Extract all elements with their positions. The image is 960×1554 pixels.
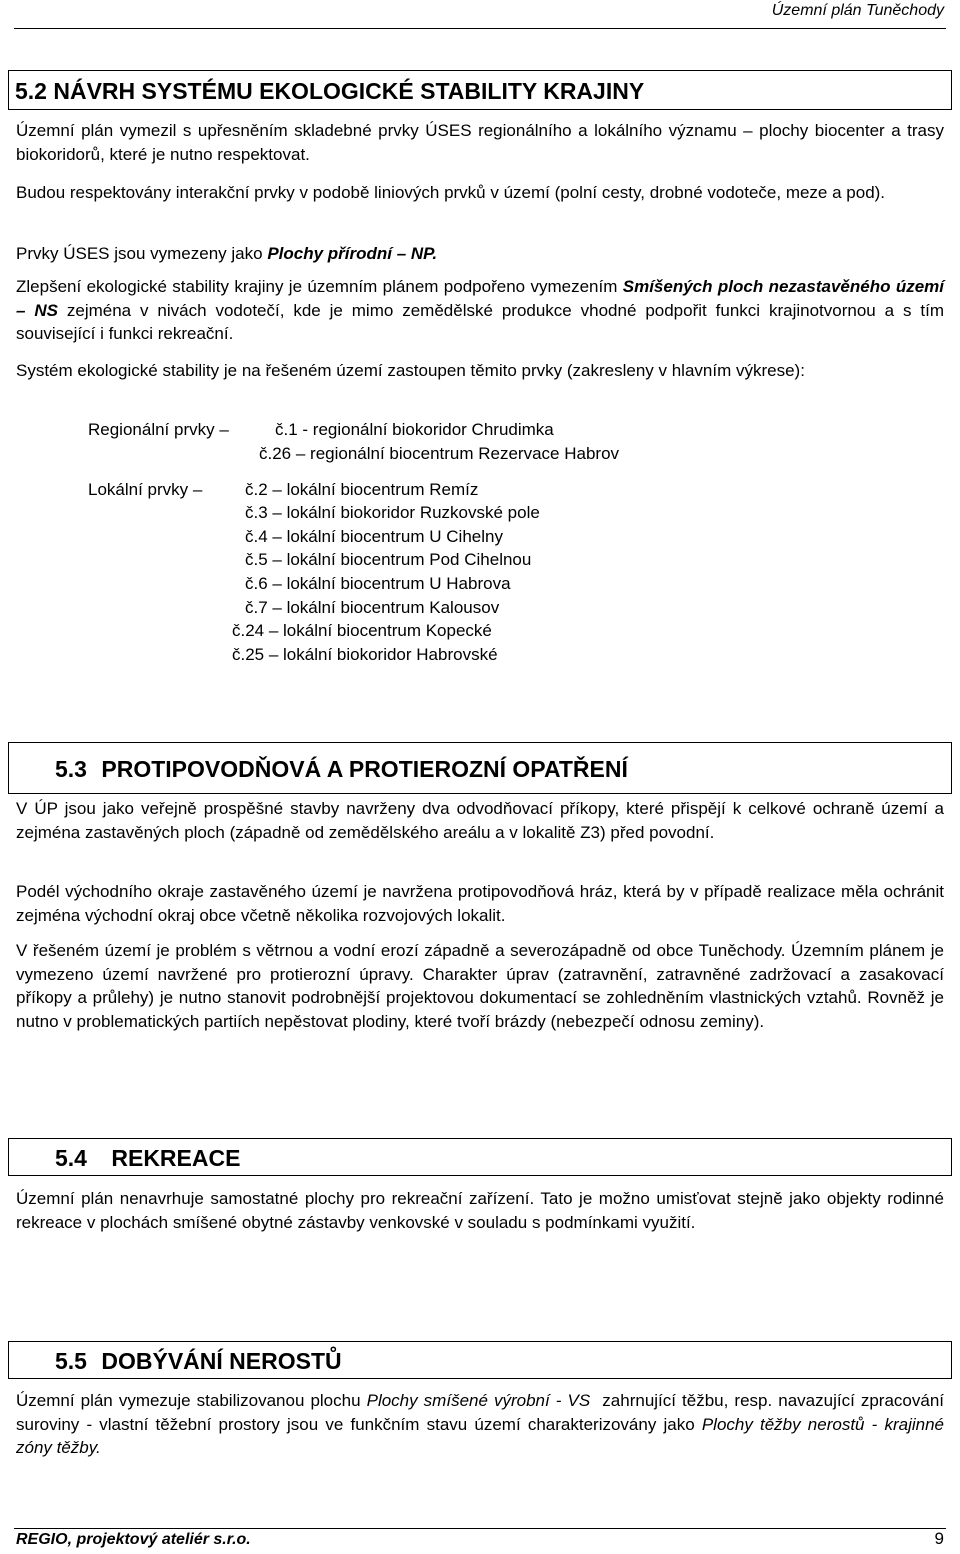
emphasis-vs: Plochy smíšené výrobní - VS [366, 1391, 591, 1410]
local-label: Lokální prvky – [88, 480, 203, 499]
regional-item: č.1 - regionální biokoridor Chrudimka [275, 420, 554, 439]
text-run: Územní plán vymezuje stabilizovanou plochu [16, 1391, 367, 1410]
local-item: č.2 – lokální biocentrum Remíz [245, 480, 479, 499]
regional-item: č.26 – regionální biocentrum Rezervace Habrov [259, 444, 620, 463]
text-run: Prvky ÚSES jsou vymezeny jako [16, 244, 268, 263]
local-item: č.25 – lokální biokoridor Habrovské [232, 645, 498, 664]
section-heading-5-3 [8, 742, 952, 794]
local-item: č.24 – lokální biocentrum Kopecké [232, 621, 492, 640]
local-item: č.3 – lokální biokoridor Ruzkovské pole [245, 503, 540, 522]
section-title: DOBÝVÁNÍ NEROSTŮ [101, 1348, 342, 1374]
section-heading-5-5 [8, 1341, 952, 1379]
text-run: zahrnující těžbu, resp. navazující zpracování suroviny - vlastní těžební prostory jsou ve funkčním stavu území charakterizovány jako [16, 1391, 949, 1434]
paragraph-ecological-stability [16, 275, 944, 346]
paragraph-interaction-elements: Budou respektovány interakční prvky v podobě liniových prvků v území (polní cesty, drobné vodoteče, meze a pod). [16, 183, 886, 202]
text-run: zejména v nivách vodotečí, kde je mimo zemědělské produkce vhodné podpořit funkci krajinotvornou a s tím související i funkci rekreační. [16, 300, 944, 343]
paragraph-uses-elements: Územní plán vymezil s upřesněním skladebné prvky ÚSES regionálního a lokálního významu – plochy biocenter a trasy biokoridorů, které je nutno respektovat. [16, 121, 944, 164]
local-item: č.4 – lokální biocentrum U Cihelny [245, 527, 503, 546]
paragraph-recreation: Územní plán nenavrhuje samostatné plochy pro rekreační zařízení. Tato je možno umisťovat stejně jako objekty rodinné rekreace v plochách smíšené obytné zástavby venkovské v souladu s podmínkami využití. [16, 1189, 944, 1232]
local-item: č.7 – lokální biocentrum Kalousov [245, 598, 500, 617]
section-heading-5-2 [8, 70, 952, 110]
regional-label: Regionální prvky – [88, 420, 229, 439]
emphasis-ns: Smíšených ploch nezastavěného území – NS [16, 277, 945, 320]
running-title: Územní plán Tuněchody [771, 2, 944, 19]
footer-divider [14, 1528, 946, 1529]
emphasis-mining-zones: Plochy těžby nerostů - krajinné zóny těžby. [16, 1414, 944, 1457]
paragraph-erosion: V řešeném území je problém s větrnou a vodní erozí západně a severozápadně od obce Tuněchody. Územním plánem je vymezeno území navržené pro protierozní úpravy. Charakter úprav (zatravnění, zatravněné zadržovací a zasakovací příkopy a průlehy) je nutno stanovit podrobnější projektovou dokumentací se zohledněním vlastnických vztahů. Rovněž je nutno v problematických partiích nepěstovat plodiny, které tvoří brázdy (nebezpečí odnosu zeminy). [16, 941, 944, 1031]
section-number: 5.5 [55, 1348, 87, 1374]
local-item: č.6 – lokální biocentrum U Habrova [245, 574, 511, 593]
paragraph-system-elements: Systém ekologické stability je na řešeném území zastoupen těmito prvky (zakresleny v hlavním výkrese): [16, 361, 805, 380]
section-number: 5.4 [55, 1145, 87, 1171]
company-name: REGIO, projektový ateliér s.r.o. [16, 1531, 251, 1548]
emphasis-np: Plochy přírodní – NP. [267, 244, 438, 263]
section-heading-5-4 [8, 1138, 952, 1176]
paragraph-mining [16, 1389, 949, 1460]
section-title: PROTIPOVODŇOVÁ A PROTIEROZNÍ OPATŘENÍ [101, 756, 628, 782]
section-heading-text: 5.2 NÁVRH SYSTÉMU EKOLOGICKÉ STABILITY KRAJINY [15, 78, 645, 104]
page-number: 9 [934, 1529, 944, 1548]
paragraph-drainage-ditches: V ÚP jsou jako veřejně prospěšné stavby navrženy dva odvodňovací příkopy, které přispějí k celkové ochraně území a zejména zastavěných ploch (západně od zemědělského areálu a v lokalitě Z3) před povodní. [16, 799, 944, 842]
text-run: Zlepšení ekologické stability krajiny je územním plánem podpořeno vymezením [16, 277, 623, 296]
section-title: REKREACE [111, 1145, 241, 1171]
header-divider [14, 28, 946, 29]
local-item: č.5 – lokální biocentrum Pod Cihelnou [245, 550, 532, 569]
section-number: 5.3 [55, 756, 87, 782]
paragraph-flood-dam: Podél východního okraje zastavěného území je navržena protipovodňová hráz, která by v případě realizace měla ochránit zejména východní okraj obce včetně několika rozvojových lokalit. [16, 882, 944, 925]
paragraph-uses-natural-areas [16, 242, 944, 266]
footer-company [16, 1531, 251, 1549]
